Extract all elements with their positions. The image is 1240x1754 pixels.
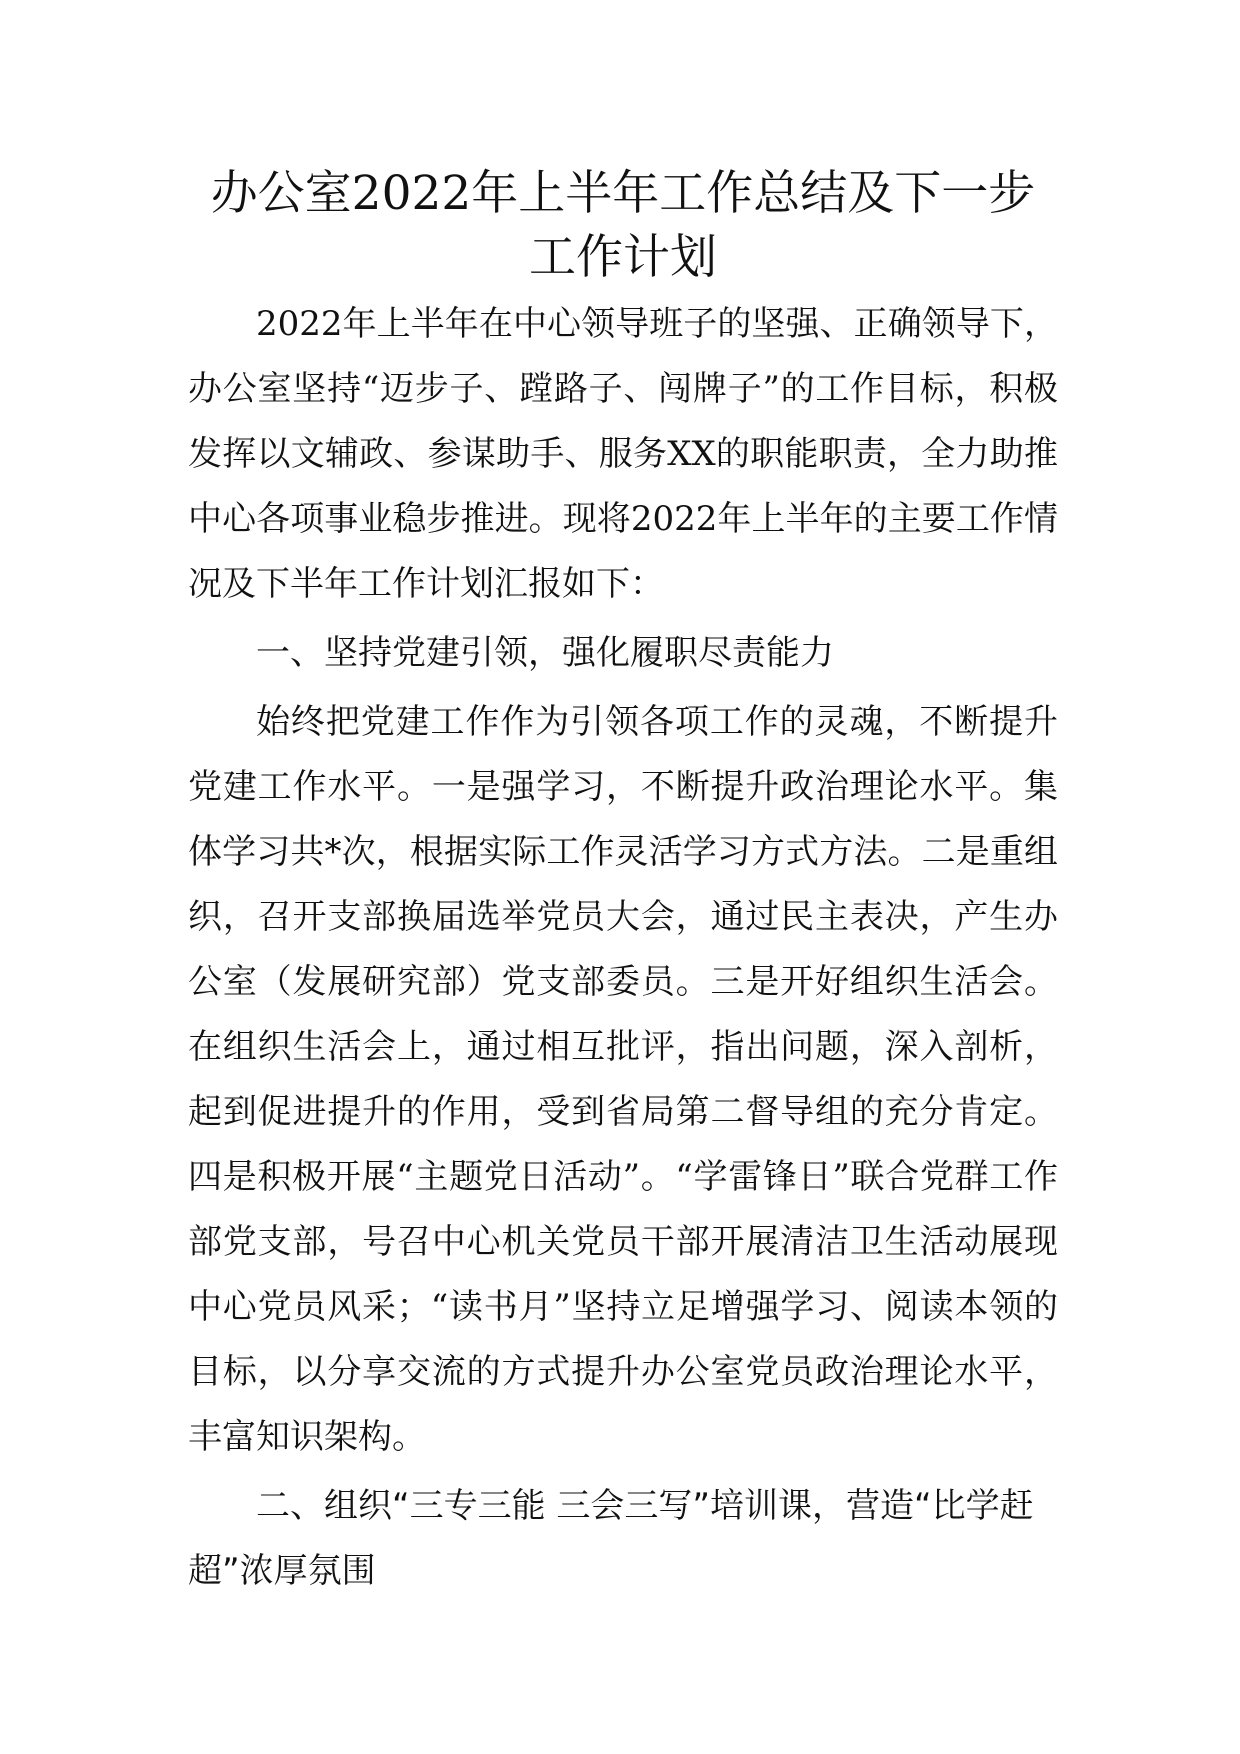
intro-paragraph: 2022年上半年在中心领导班子的坚强、正确领导下，办公室坚持“迈步子、蹚路子、闯牌子”的工作目标，积极发挥以文辅政、参谋助手、服务XX的职能职责，全力助推中心各项事业稳步推进。现将2022年上半年的主要工作情况及下半年工作计划汇报如下： xyxy=(188,304,1058,604)
section-1-heading: 一、坚持党建引领，强化履职尽责能力 xyxy=(256,633,834,673)
section-1-body: 始终把党建工作作为引领各项工作的灵魂，不断提升党建工作水平。一是强学习，不断提升政治理论水平。集体学习共*次，根据实际工作灵活学习方式方法。二是重组织，召开支部换届选举党员大会，通过民主表决，产生办公室（发展研究部）党支部委员。三是开好组织生活会。在组织生活会上，通过相互批评，指出问题，深入剖析，起到促进提升的作用，受到省局第二督导组的充分肯定。四是积极开展“主题党日活动”。“学雷锋日”联合党群工作部党支部，号召中心机关党员干部开展清洁卫生活动展现中心党员风采；“读书月”坚持立足增强学习、阅读本领的目标，以分享交流的方式提升办公室党员政治理论水平，丰富知识架构。 xyxy=(188,702,1058,1457)
section-2-heading: 二、组织“三专三能 三会三写”培训课，营造“比学赶超”浓厚氛围 xyxy=(188,1486,1034,1591)
document-title: 办公室2022年上半年工作总结及下一步工作计划 xyxy=(210,166,1036,285)
